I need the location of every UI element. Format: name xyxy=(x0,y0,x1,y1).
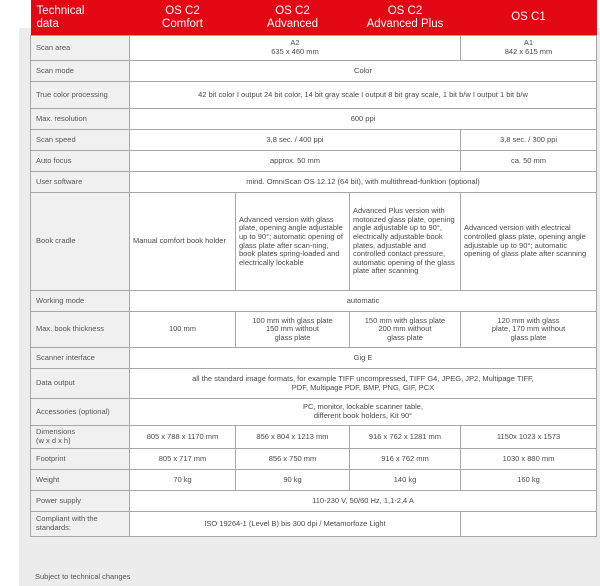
cell-value: 3,8 sec. / 400 ppi xyxy=(130,130,461,151)
cell-value: 100 mm with glass plate 150 mm without glass plate xyxy=(236,312,350,348)
cell-value: Color xyxy=(130,61,597,82)
row-auto-focus xyxy=(31,151,597,172)
cell-value: ISO 19264-1 (Level B) bis 300 dpi / Metamorfoze Light xyxy=(130,512,461,537)
row-label: Data output xyxy=(31,369,130,399)
cell-value: 916 x 762 x 1281 mm xyxy=(350,426,461,449)
cell-value: Advanced version with electrical controlled glass plate, opening angle adjustable up to 90°; automatic opening of glass plate after scanning xyxy=(461,193,597,291)
row-data-output xyxy=(31,369,597,399)
cell-value: 160 kg xyxy=(461,470,597,491)
cell-value: 3,8 sec. / 300 ppi xyxy=(461,130,597,151)
technical-data-table xyxy=(30,0,597,537)
header-technical-data: Technical data xyxy=(31,0,130,36)
cell-value: A1 842 x 615 mm xyxy=(461,36,597,61)
row-label: Accessories (optional) xyxy=(31,399,130,426)
row-footprint xyxy=(31,449,597,470)
row-power-supply xyxy=(31,491,597,512)
row-max-book-thickness xyxy=(31,312,597,348)
footnote: Subject to technical changes xyxy=(35,572,131,581)
row-user-software xyxy=(31,172,597,193)
cell-value: 856 x 750 mm xyxy=(236,449,350,470)
cell-value: PC, monitor, lockable scanner table, different book holders, Kit 90° xyxy=(130,399,597,426)
cell-value: 916 x 762 mm xyxy=(350,449,461,470)
row-label: Scanner interface xyxy=(31,348,130,369)
row-label: Dimensions (w x d x h) xyxy=(31,426,130,449)
cell-value: 100 mm xyxy=(130,312,236,348)
cell-value: 600 ppi xyxy=(130,109,597,130)
row-label: Weight xyxy=(31,470,130,491)
cell-value: Advanced Plus version with motorized glass plate, opening angle adjustable up to 90°, electrically adjustable book plates, adjustable and controlled contact pressure, automatic opening of the glass plate after scanning xyxy=(350,193,461,291)
row-scan-area xyxy=(31,36,597,61)
cell-value: 70 kg xyxy=(130,470,236,491)
cell-value: 140 kg xyxy=(350,470,461,491)
cell-value: 805 x 788 x 1170 mm xyxy=(130,426,236,449)
row-label: Working mode xyxy=(31,291,130,312)
row-weight xyxy=(31,470,597,491)
cell-value: automatic xyxy=(130,291,597,312)
row-scan-mode xyxy=(31,61,597,82)
row-label: User software xyxy=(31,172,130,193)
row-accessories xyxy=(31,399,597,426)
cell-value: 805 x 717 mm xyxy=(130,449,236,470)
cell-value: 150 mm with glass plate 200 mm without glass plate xyxy=(350,312,461,348)
cell-value xyxy=(461,512,597,537)
row-max-resolution xyxy=(31,109,597,130)
row-compliant xyxy=(31,512,597,537)
cell-value: 1030 x 880 mm xyxy=(461,449,597,470)
row-label: Max. resolution xyxy=(31,109,130,130)
cell-value: approx. 50 mm xyxy=(130,151,461,172)
cell-value: 1150x 1023 x 1573 xyxy=(461,426,597,449)
row-label: Compliant with the standards: xyxy=(31,512,130,537)
row-label: Scan area xyxy=(31,36,130,61)
header-os-c2-comfort: OS C2 Comfort xyxy=(130,0,236,36)
row-true-color xyxy=(31,82,597,109)
row-label: Book cradle xyxy=(31,193,130,291)
row-label: Scan speed xyxy=(31,130,130,151)
row-label: Scan mode xyxy=(31,61,130,82)
row-book-cradle xyxy=(31,193,597,291)
row-scan-speed xyxy=(31,130,597,151)
header-os-c2-advanced: OS C2 Advanced xyxy=(236,0,350,36)
cell-value: 110-230 V, 50/60 Hz, 1,1-2,4 A xyxy=(130,491,597,512)
row-label: Power supply xyxy=(31,491,130,512)
row-dimensions xyxy=(31,426,597,449)
row-scanner-interface xyxy=(31,348,597,369)
row-label: Max. book thickness xyxy=(31,312,130,348)
cell-value: all the standard image formats, for example TIFF uncompressed, TIFF G4, JPEG, JP2, Multipage TIFF, PDF, Multipage PDF, BMP, PNG, GIF, PCX xyxy=(130,369,597,399)
cell-value: A2 635 x 460 mm xyxy=(130,36,461,61)
cell-value: 856 x 804 x 1213 mm xyxy=(236,426,350,449)
cell-value: Advanced version with glass plate, opening angle adjustable up to 90°; automatic opening of glass plate after scan-ning, book plates spring-loaded and electrically lockable xyxy=(236,193,350,291)
row-label: True color processing xyxy=(31,82,130,109)
row-label: Auto focus xyxy=(31,151,130,172)
row-working-mode xyxy=(31,291,597,312)
row-label: Footprint xyxy=(31,449,130,470)
table-header-row xyxy=(31,0,597,36)
cell-value: 120 mm with glass plate, 170 mm without glass plate xyxy=(461,312,597,348)
cell-value: ca. 50 mm xyxy=(461,151,597,172)
cell-value: 42 bit color I output 24 bit color, 14 bit gray scale I output 8 bit gray scale, 1 bit b/w I output 1 bit b/w xyxy=(130,82,597,109)
header-os-c2-advanced-plus: OS C2 Advanced Plus xyxy=(350,0,461,36)
cell-value: Gig E xyxy=(130,348,597,369)
cell-value: mind. OmniScan OS 12.12 (64 bit), with multithread-funktion (optional) xyxy=(130,172,597,193)
cell-value: Manual comfort book holder xyxy=(130,193,236,291)
header-os-c1: OS C1 xyxy=(461,0,597,36)
cell-value: 90 kg xyxy=(236,470,350,491)
